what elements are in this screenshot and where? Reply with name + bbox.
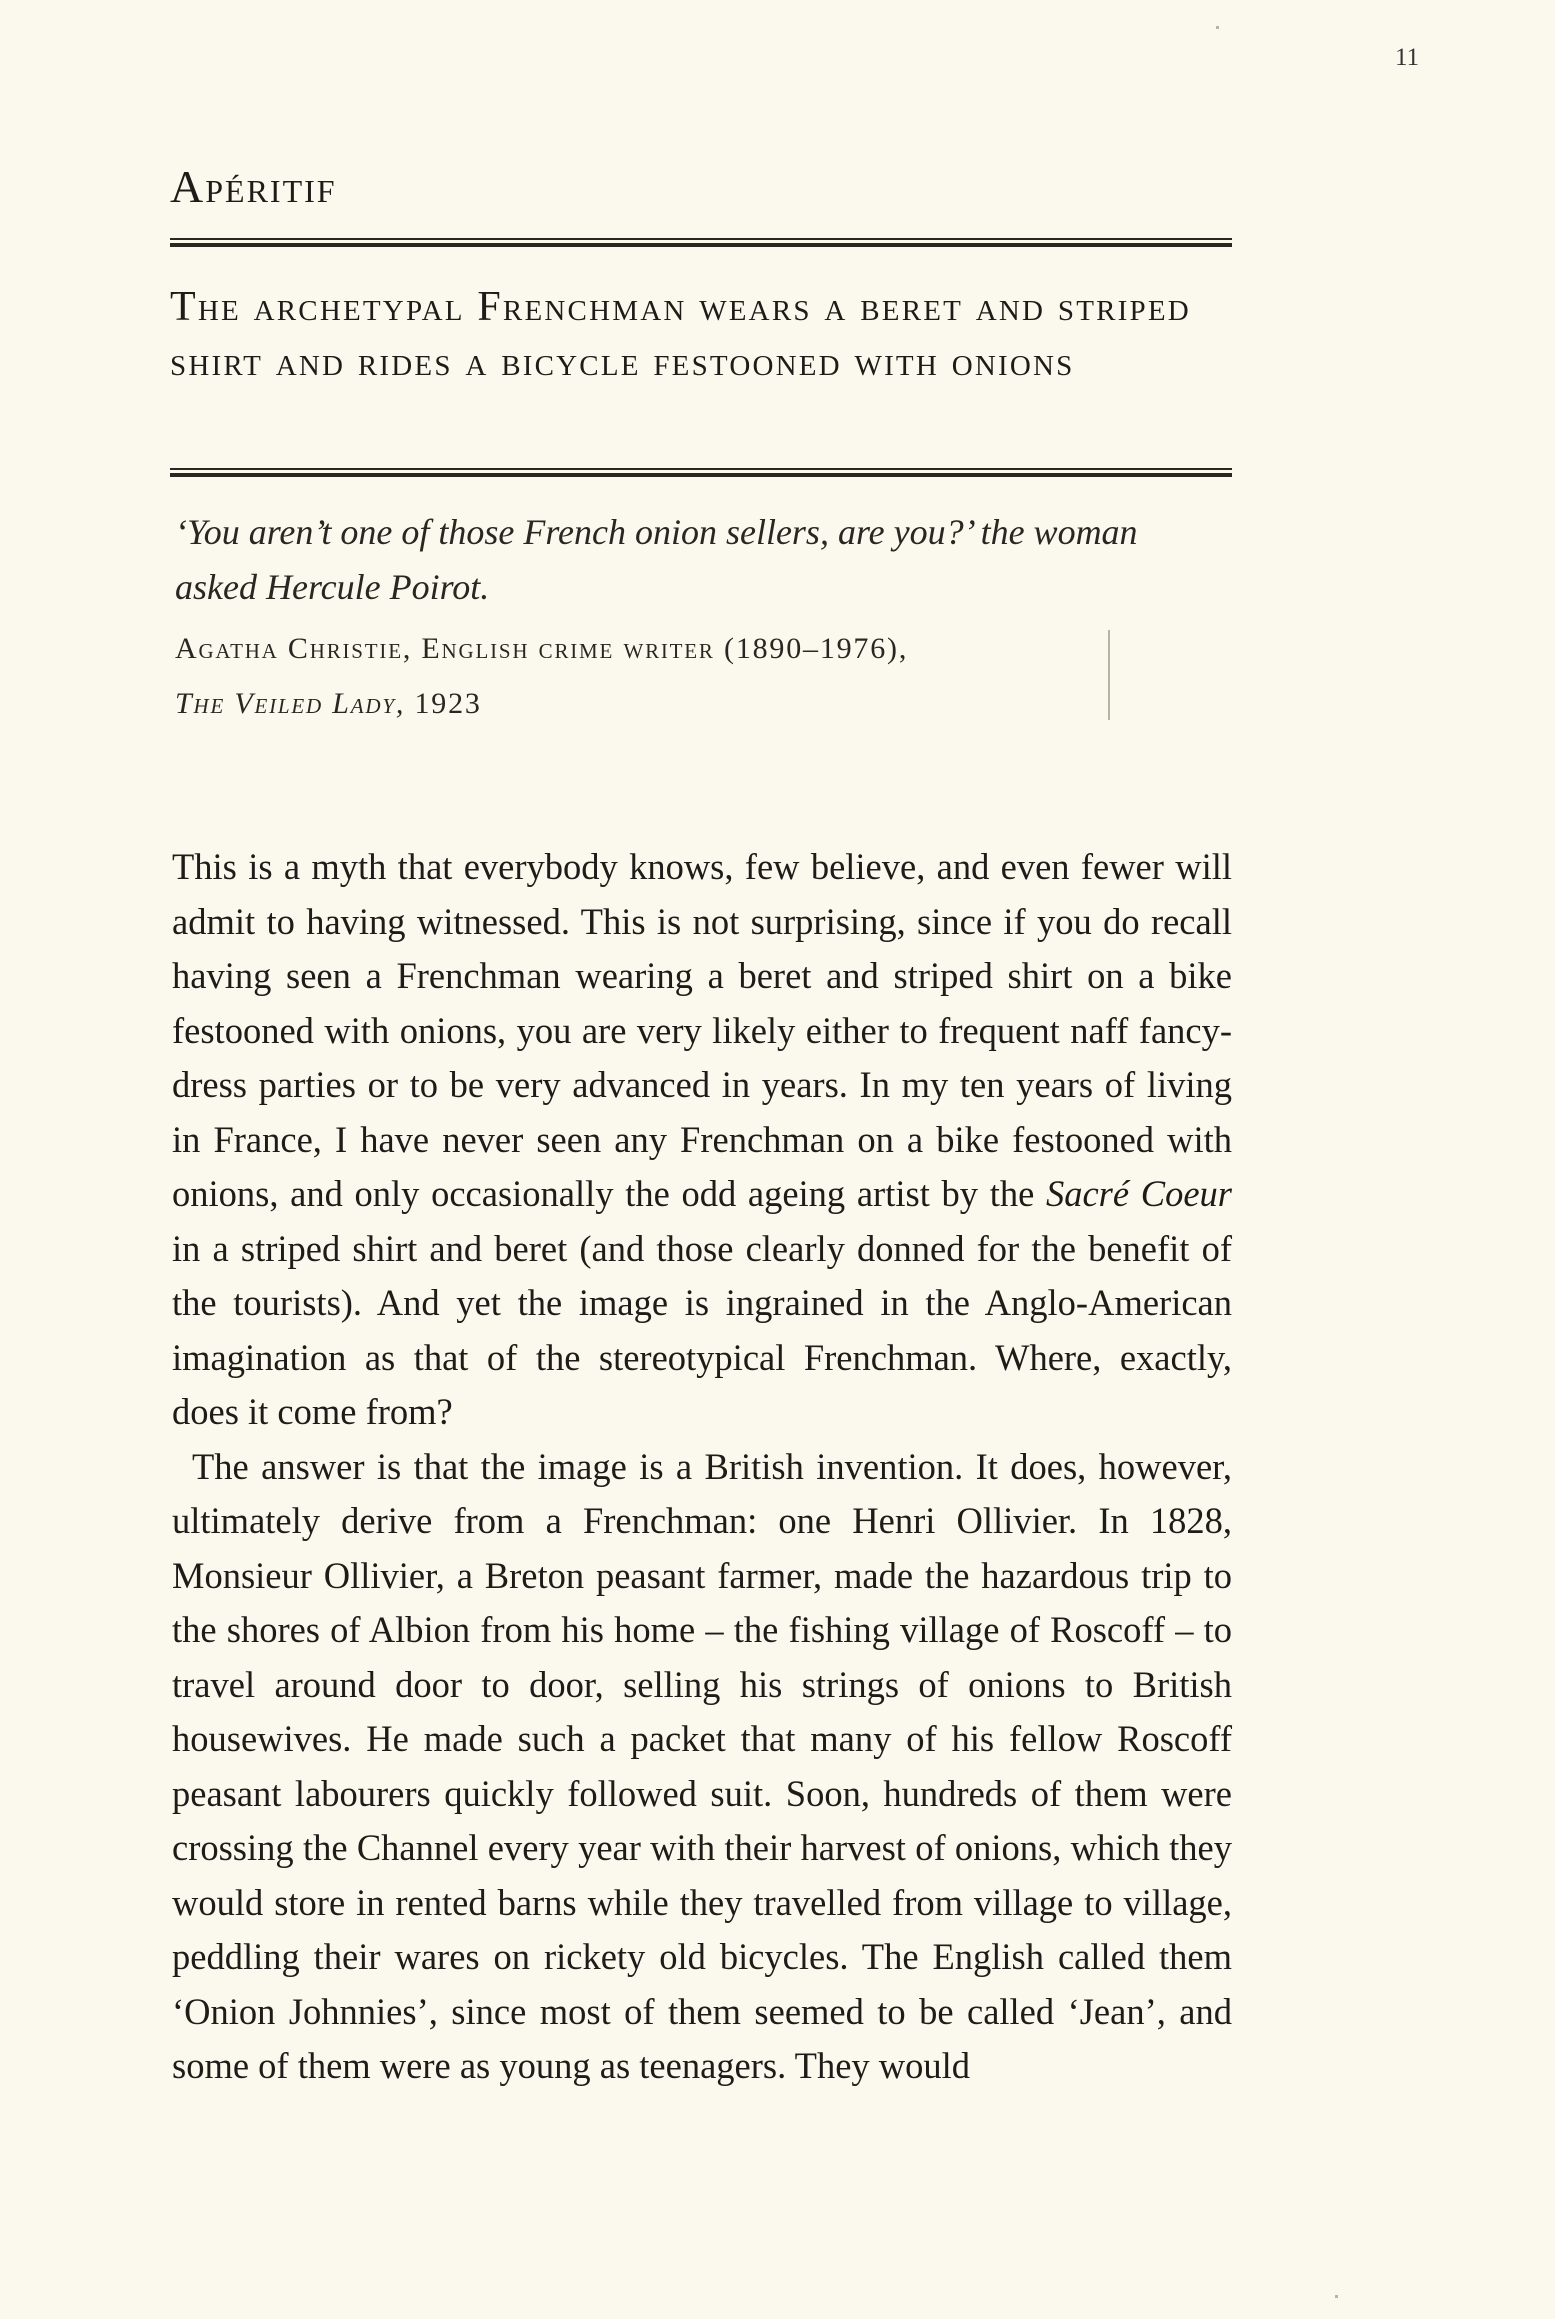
- paragraph-1-part-2: in a striped shirt and beret (and those clearly donned for the benefit of the tourists). And yet the image is ingrained in the Anglo-American imagination as that of the stereotypical Frenchman. Where, exactly, does it come from?: [172, 1227, 1232, 1432]
- epigraph-work: The Veiled Lady,: [175, 687, 406, 720]
- page-number: 11: [1395, 44, 1420, 71]
- title-rule-top: [170, 238, 1232, 247]
- epigraph-year: 1923: [414, 687, 482, 720]
- paper-speck: [1108, 630, 1110, 720]
- epigraph-attribution: [175, 621, 1225, 731]
- paper-speck: [1335, 2295, 1338, 2298]
- paragraph-1: [172, 840, 1232, 1440]
- title-rule-bottom: [170, 468, 1232, 477]
- epigraph-author: Agatha Christie, English crime writer (1890–1976),: [175, 632, 909, 665]
- paragraph-1-emphasis: Sacré Coeur: [1045, 1173, 1233, 1214]
- epigraph-source: [175, 676, 1225, 731]
- epigraph-quote: ‘You aren’t one of those French onion sellers, are you?’ the woman asked Hercule Poirot.: [175, 512, 1138, 607]
- paragraph-1-part-1: This is a myth that everybody knows, few believe, and even fewer will admit to having witnessed. This is not surprising, since if you do recall having seen a Frenchman wearing a beret and striped shirt on a bike festooned with onions, you are very likely either to frequent naff fancy-dress parties or to be very advanced in years. In my ten years of living in France, I have never seen any Frenchman on a bike festooned with onions, and only occasionally the odd ageing artist by the: [172, 846, 1232, 1214]
- body-text: [172, 840, 1232, 2094]
- paper-speck: [1216, 26, 1219, 29]
- paragraph-2: The answer is that the image is a British invention. It does, however, ultimately derive from a Frenchman: one Henri Ollivier. In 1828, Monsieur Ollivier, a Breton peasant farmer, made the hazardous trip to the shores of Albion from his home – the fishing village of Roscoff – to travel around door to door, selling his strings of onions to British housewives. He made such a packet that many of his fellow Roscoff peasant labourers quickly followed suit. Soon, hundreds of them were crossing the Channel every year with their harvest of onions, which they would store in rented barns while they travelled from village to village, peddling their wares on rickety old bicycles. The English called them ‘Onion Johnnies’, since most of them seemed to be called ‘Jean’, and some of them were as young as teenagers. They would: [172, 1445, 1232, 2086]
- chapter-title: The archetypal Frenchman wears a beret and striped shirt and rides a bicycle festooned with onions: [170, 284, 1191, 385]
- section-label: Apéritif: [170, 161, 337, 212]
